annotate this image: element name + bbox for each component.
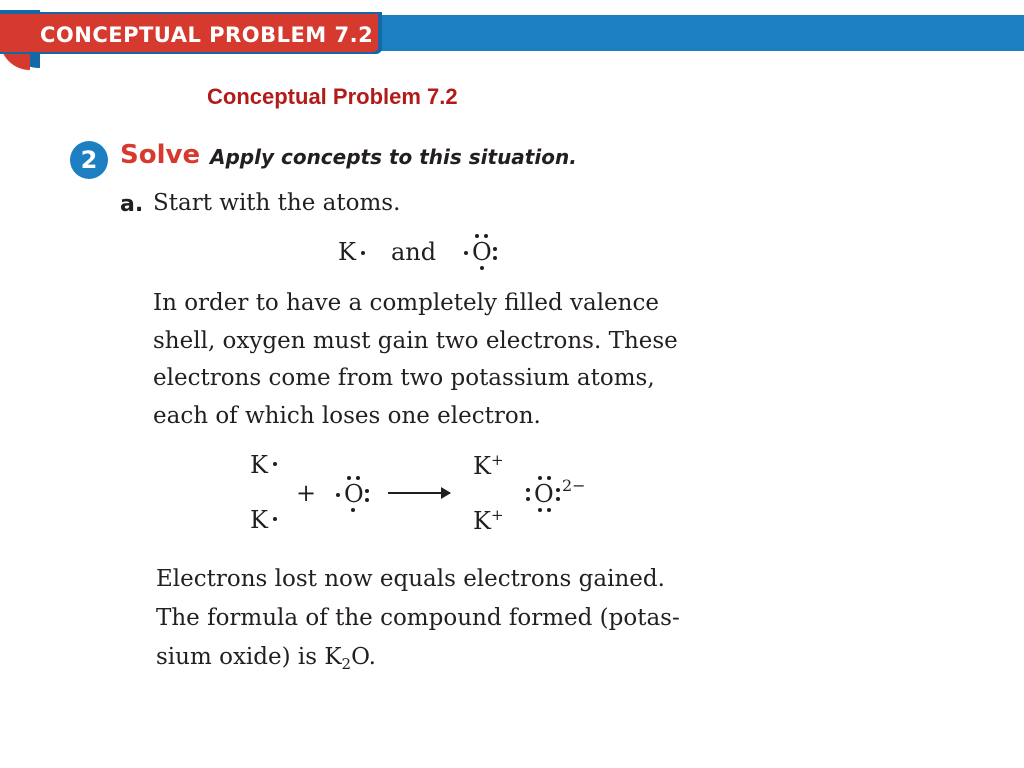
- paragraph-line: electrons come from two potassium atoms,: [153, 365, 655, 391]
- electron-dot: [526, 497, 530, 501]
- electron-dot: [538, 508, 542, 512]
- reaction-arrow-icon: [441, 487, 451, 499]
- electron-dot: [273, 517, 277, 521]
- electron-dot: [336, 493, 340, 497]
- electron-dot: [273, 462, 277, 466]
- product-potassium-1: [473, 453, 504, 478]
- formula-suffix: O.: [351, 644, 376, 670]
- step-word: Solve: [120, 140, 201, 170]
- electron-dot: [547, 476, 551, 480]
- paragraph-line: shell, oxygen must gain two electrons. These: [153, 327, 678, 354]
- reactant-potassium-1: K: [250, 451, 268, 479]
- paragraph-line: each of which loses one electron.: [153, 402, 541, 429]
- paragraph-line: [156, 638, 776, 684]
- electron-dot: [538, 476, 542, 480]
- electron-dot: [547, 508, 551, 512]
- plus-sign: +: [296, 479, 317, 507]
- electron-dot: [365, 498, 369, 502]
- product-oxide-ion: [534, 482, 554, 506]
- product-potassium-2: [473, 508, 504, 533]
- reactant-potassium-2: K: [250, 506, 268, 534]
- electron-dot: [361, 251, 365, 255]
- k-charge: +: [490, 506, 504, 524]
- oxide-charge: 2−: [562, 476, 586, 495]
- electron-dot: [351, 508, 355, 512]
- step-description: Apply concepts to this situation.: [210, 145, 577, 169]
- slide-title: Conceptual Problem 7.2: [207, 84, 458, 109]
- electron-dot: [365, 489, 369, 493]
- reactant-oxygen: O: [344, 480, 364, 508]
- conclusion-paragraph: [156, 560, 776, 684]
- step-number-badge: 2: [70, 141, 108, 179]
- oxygen-symbol: O: [472, 238, 492, 266]
- electron-dot: [347, 476, 351, 480]
- product-oxygen-symbol: O: [534, 480, 554, 508]
- electron-dot: [356, 476, 360, 480]
- formula-prefix: sium oxide) is K: [156, 644, 342, 670]
- k-charge: +: [490, 451, 504, 469]
- part-letter: a.: [120, 192, 144, 217]
- paragraph-line: In order to have a completely filled valence: [153, 290, 659, 316]
- electron-dot: [464, 251, 468, 255]
- part-intro-text: Start with the atoms.: [153, 190, 401, 216]
- product-k2-symbol: K: [473, 507, 491, 535]
- electron-dot: [556, 488, 560, 492]
- formula-subscript: 2: [341, 655, 352, 673]
- electron-dot: [484, 234, 488, 238]
- electron-dot: [493, 256, 497, 260]
- paragraph-line: The formula of the compound formed (potas-: [156, 605, 680, 631]
- electron-dot: [480, 266, 484, 270]
- electron-dot: [475, 234, 479, 238]
- electron-dot: [526, 488, 530, 492]
- banner-title: CONCEPTUAL PROBLEM 7.2: [40, 23, 374, 47]
- and-word: and: [391, 238, 437, 266]
- explanation-paragraph: [153, 285, 733, 435]
- product-k1-symbol: K: [473, 452, 491, 480]
- potassium-symbol: K: [338, 238, 356, 266]
- paragraph-line: Electrons lost now equals electrons gained.: [156, 566, 665, 592]
- electron-dot: [556, 497, 560, 501]
- electron-dot: [493, 247, 497, 251]
